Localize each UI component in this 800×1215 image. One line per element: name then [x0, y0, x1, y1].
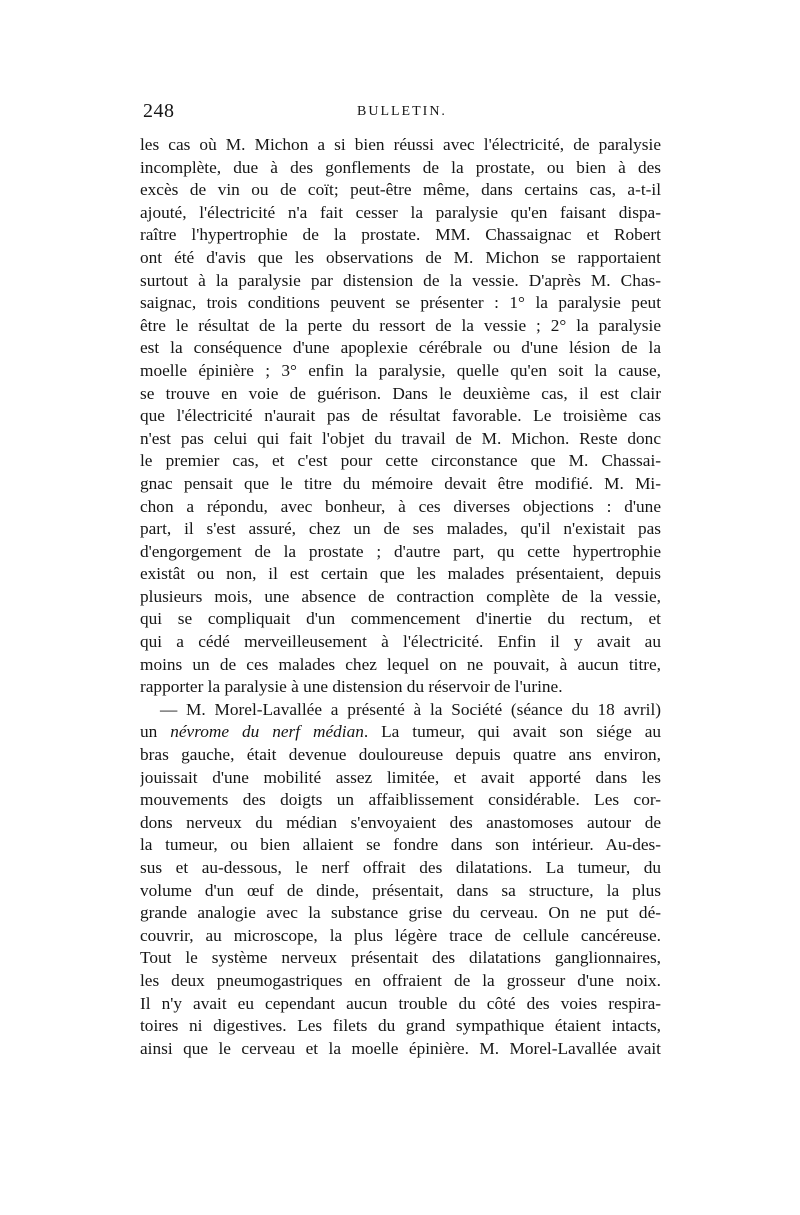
text-line: existât ou non, il est certain que les malades présentaient, depuis	[140, 564, 661, 584]
page-header	[143, 100, 661, 124]
text-line: d'engorgement de la prostate ; d'autre part, qu cette hypertrophie	[140, 541, 661, 561]
text-line: gnac pensait que le titre du mémoire devait être modifié. M. Mi-	[140, 473, 661, 493]
italic-title: névrome du nerf médian	[170, 722, 364, 742]
text-segment: un	[140, 722, 171, 742]
text-line: ajouté, l'électricité n'a fait cesser la paralysie qu'en faisant dispa-	[140, 202, 661, 222]
text-line: incomplète, due à des gonflements de la prostate, ou bien à des	[140, 157, 661, 177]
text-line: qui se compliquait d'un commencement d'inertie du rectum, et	[140, 609, 661, 629]
text-line: jouissait d'une mobilité assez limitée, et avait apporté dans les	[140, 767, 661, 787]
text-line: moelle épinière ; 3° enfin la paralysie, quelle qu'en soit la cause,	[140, 360, 661, 380]
text-line: plusieurs mois, une absence de contraction complète de la vessie,	[140, 586, 661, 606]
paragraph-end-line: rapporter la paralysie à une distension du réservoir de l'urine.	[140, 677, 563, 697]
page-number: 248	[143, 100, 175, 122]
text-line: bras gauche, était devenue douloureuse depuis quatre ans environ,	[140, 745, 661, 765]
body-text	[140, 134, 661, 1060]
text-line: est la conséquence d'une apoplexie cérébrale ou d'une lésion de la	[140, 338, 661, 358]
text-line: part, il s'est assuré, chez un de ses malades, qu'il n'existait pas	[140, 519, 661, 539]
text-line-with-italic	[140, 721, 661, 744]
text-line: dons nerveux du médian s'envoyaient des anastomoses autour de	[140, 812, 661, 832]
text-line: grande analogie avec la substance grise du cerveau. On ne put dé-	[140, 903, 661, 923]
text-line: les cas où M. Michon a si bien réussi avec l'électricité, de paralysie	[140, 135, 661, 154]
text-line: se trouve en voie de guérison. Dans le deuxième cas, il est clair	[140, 383, 661, 403]
text-line: toires ni digestives. Les filets du grand sympathique étaient intacts,	[140, 1016, 661, 1036]
text-line: le premier cas, et c'est pour cette circonstance que M. Chassai-	[140, 451, 661, 471]
text-line: Il n'y avait eu cependant aucun trouble du côté des voies respira-	[140, 993, 661, 1013]
text-line: être le résultat de la perte du ressort de la vessie ; 2° la paralysie	[140, 315, 661, 335]
text-line: chon a répondu, avec bonheur, à ces diverses objections : d'une	[140, 496, 661, 516]
text-line: saignac, trois conditions peuvent se présenter : 1° la paralysie peut	[140, 293, 661, 313]
text-line: Tout le système nerveux présentait des dilatations ganglionnaires,	[140, 948, 661, 968]
text-line: mouvements des doigts un affaiblissement considérable. Les cor-	[140, 790, 661, 810]
text-line: n'est pas celui qui fait l'objet du travail de M. Michon. Reste donc	[140, 428, 661, 448]
text-line: moins un de ces malades chez lequel on ne pouvait, à aucun titre,	[140, 654, 661, 674]
text-line: les deux pneumogastriques en offraient de la grosseur d'une noix.	[140, 970, 661, 990]
text-line: ont été d'avis que les observations de M. Michon se rapportaient	[140, 247, 661, 267]
text-line: sus et au-dessous, le nerf offrait des dilatations. La tumeur, du	[140, 858, 661, 877]
paragraph-start-line: — M. Morel-Lavallée a présenté à la Société (séance du 18 avril)	[160, 699, 661, 719]
text-line: raître l'hypertrophie de la prostate. MM. Chassaignac et Robert	[140, 225, 661, 245]
text-line: surtout à la paralysie par distension de la vessie. D'après M. Chas-	[140, 270, 661, 290]
text-segment: . La tumeur, qui avait son siége au	[363, 722, 661, 742]
text-line: ainsi que le cerveau et la moelle épinière. M. Morel-Lavallée avait	[140, 1038, 661, 1058]
running-head: BULLETIN.	[357, 104, 447, 119]
text-line: la tumeur, ou bien allaient se fondre dans son intérieur. Au-des-	[140, 835, 661, 855]
text-line: qui a cédé merveilleusement à l'électricité. Enfin il y avait au	[140, 632, 661, 652]
text-line: excès de vin ou de coït; peut-être même, dans certains cas, a-t-il	[140, 180, 661, 200]
text-line: couvrir, au microscope, la plus légère trace de cellule cancéreuse.	[140, 925, 661, 945]
text-line: que l'électricité n'aurait pas de résultat favorable. Le troisième cas	[140, 406, 661, 426]
text-line: volume d'un œuf de dinde, présentait, dans sa structure, la plus	[140, 880, 661, 900]
